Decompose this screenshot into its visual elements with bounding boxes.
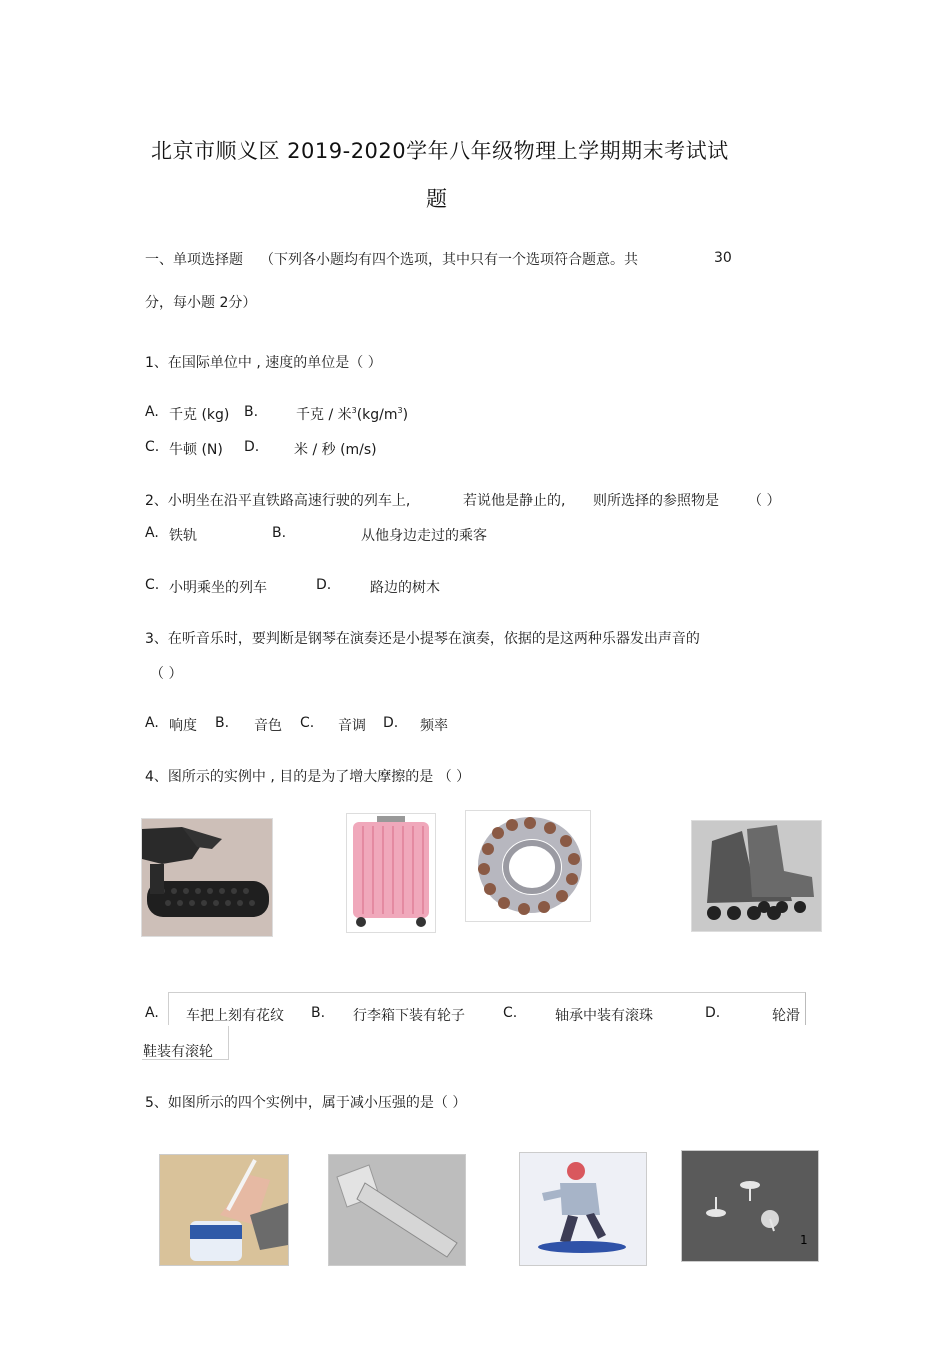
hammer-image: [328, 1154, 466, 1266]
q3-option-b-label: B.: [215, 715, 230, 731]
question-2-stem-a: 2、小明坐在沿平直铁路高速行驶的列车上,: [145, 493, 411, 509]
roller-skate-image: [691, 820, 822, 932]
q1-option-c: 牛顿 (N): [169, 442, 223, 458]
question-2-stem-c: 则所选择的参照物是: [593, 493, 719, 509]
question-5-stem: 5、如图所示的四个实例中，属于减小压强的是（ ）: [145, 1095, 467, 1111]
q2-option-d-label: D.: [316, 577, 332, 593]
q3-option-a-label: A.: [145, 715, 159, 731]
q1-option-d: 米 / 秒 (m/s): [294, 442, 377, 458]
q3-option-d-label: D.: [383, 715, 399, 731]
q4-option-c-label: C.: [503, 1005, 518, 1021]
q3-option-a: 响度: [169, 718, 197, 734]
q4-option-a-label: A.: [145, 1005, 159, 1021]
q2-option-a-label: A.: [145, 525, 159, 541]
question-3-stem: 3、在听音乐时，要判断是钢琴在演奏还是小提琴在演奏，依据的是这两种乐器发出声音的: [145, 631, 700, 647]
bike-handle-image: [141, 818, 273, 937]
straw-image: [159, 1154, 289, 1266]
q2-option-b: 从他身边走过的乘客: [361, 528, 487, 544]
q1-option-a: 千克 (kg): [169, 407, 230, 423]
q2-option-d: 路边的树木: [370, 580, 440, 596]
q1-option-b: 千克 / 米$^3(kg/m^3)$: [296, 406, 409, 423]
q3-option-c: 音调: [338, 718, 366, 734]
q4-option-b-label: B.: [311, 1005, 326, 1021]
section-note-2: 分，每小题 2分）: [145, 295, 257, 311]
q1-option-c-label: C.: [145, 439, 160, 455]
q4-option-b: 行李箱下装有轮子: [353, 1008, 465, 1024]
q2-option-c-label: C.: [145, 577, 160, 593]
q4-option-a: 车把上刻有花纹: [186, 1008, 284, 1024]
question-1-stem: 1、在国际单位中 , 速度的单位是（ ）: [145, 355, 382, 371]
q4-option-d-label: D.: [705, 1005, 721, 1021]
q1-option-a-label: A.: [145, 404, 159, 420]
page-title-line2: 题: [426, 187, 448, 211]
q3-option-c-label: C.: [300, 715, 315, 731]
q2-option-c: 小明乘坐的列车: [169, 580, 267, 596]
q3-option-b: 音色: [254, 718, 282, 734]
question-2-stem-b: 若说他是静止的,: [463, 493, 566, 509]
question-4-stem: 4、图所示的实例中 , 目的是为了增大摩擦的是 （ ）: [145, 769, 471, 785]
q4-option-c: 轴承中装有滚珠: [555, 1008, 653, 1024]
section-total: 30: [714, 250, 732, 266]
q1-option-b-label: B.: [244, 404, 259, 420]
section-heading: 一、单项选择题: [145, 252, 243, 268]
page-number: 1: [800, 1233, 808, 1247]
q1-option-d-label: D.: [244, 439, 260, 455]
section-note: （下列各小题均有四个选项，其中只有一个选项符合题意。共: [260, 252, 638, 268]
q3-option-d: 频率: [420, 718, 448, 734]
luggage-image: [346, 813, 436, 933]
thumbtack-image: [681, 1150, 819, 1262]
q4-option-d-part1: 轮滑: [772, 1008, 800, 1024]
q2-option-b-label: B.: [272, 525, 287, 541]
page-title-line1: 北京市顺义区 2019-2020学年八年级物理上学期期末考试试: [151, 139, 729, 163]
question-3-blank: （ ）: [150, 666, 183, 682]
question-2-blank: （ ）: [748, 493, 781, 509]
snowboard-image: [519, 1152, 647, 1266]
bearing-image: [465, 810, 591, 922]
q4-option-d-part2: 鞋装有滚轮: [143, 1044, 213, 1060]
q2-option-a: 铁轨: [169, 528, 197, 544]
